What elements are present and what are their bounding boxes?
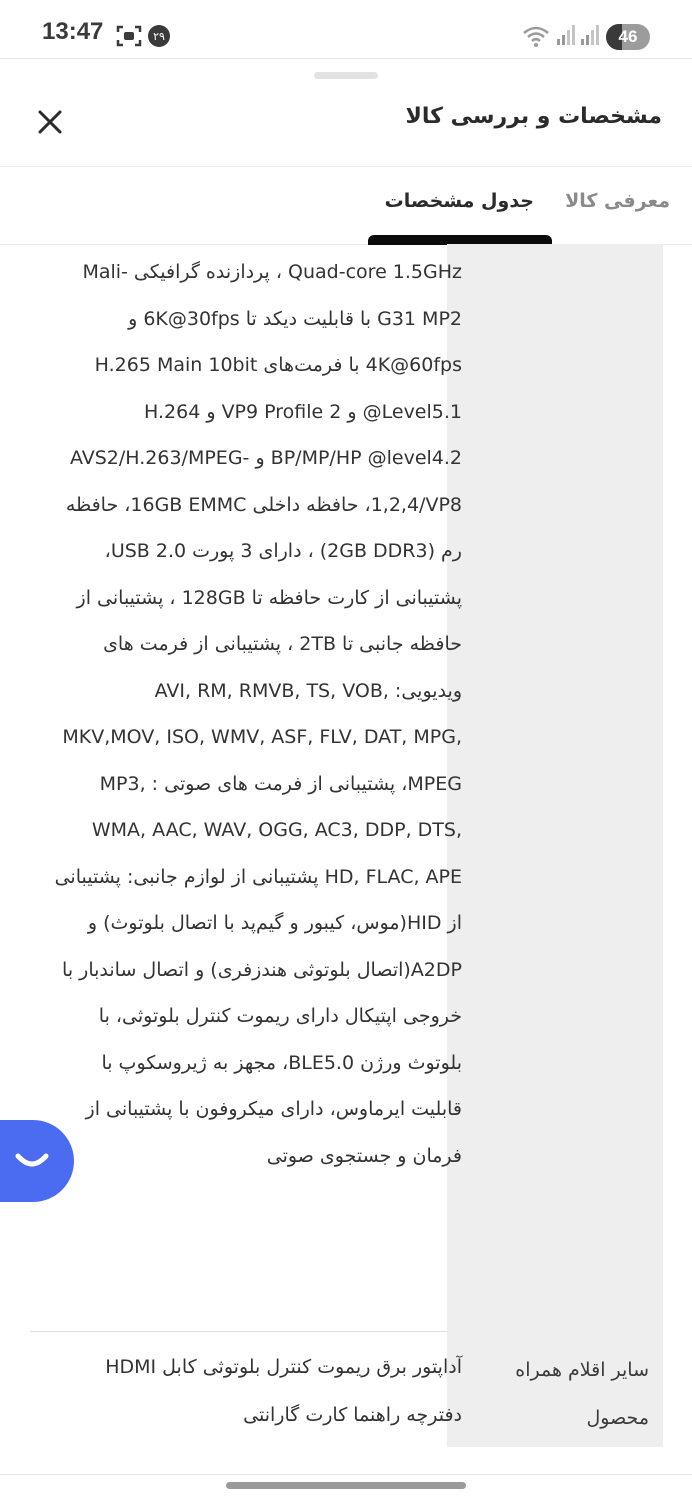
tab-product-intro[interactable]: معرفی کالا bbox=[565, 190, 670, 212]
status-bar bbox=[0, 0, 692, 59]
row-divider bbox=[30, 1331, 447, 1332]
signal-icon bbox=[556, 24, 576, 50]
home-indicator[interactable] bbox=[226, 1482, 466, 1489]
wifi-icon bbox=[522, 24, 550, 52]
battery-icon bbox=[606, 24, 650, 50]
spec-label-included-items: سایر اقلام همراه محصول bbox=[515, 1359, 649, 1429]
battery-level: 46 bbox=[618, 27, 638, 46]
status-time: 13:47 bbox=[42, 18, 104, 45]
close-button[interactable] bbox=[32, 104, 68, 140]
chat-smile-icon bbox=[10, 1146, 54, 1176]
notification-badge: ۲۹ bbox=[148, 25, 170, 47]
spec-value-processor: Quad-core 1.5GHz ، پردازنده گرافیکی Mali-G31 MP2 با قابلیت دیکد تا 6K@30fps و 4K@60fps با فرمت‌های H.265 Main 10bit @Level5.1 و VP9 Profile 2 و H.264 BP/MP/HP @level4.2 و AVS2/H.263/MPEG-1,2,4/VP8، حافظه داخلی 16GB EMMC، حافظه رم (2GB DDR3) ، دارای 3 پورت USB 2.0، پشتیبانی از کارت حافظه تا 128GB ، پشتیبانی از حافظه جانبی تا 2TB ، پشتیبانی از فرمت های ویدیویی: AVI, RM, RMVB, TS, VOB, MKV,MOV, ISO, WMV, ASF, FLV, DAT, MPG, MPEG، پشتیبانی از فرمت های صوتی : MP3, WMA, AAC, WAV, OGG, AC3, DDP, DTS, HD, FLAC, APE پشتیبانی از لوازم جانبی: پشتیبانی از HID(موس، کیبور و گیم‌پد با اتصال بلوتوث) و A2DP(اتصال بلوتوثی هندزفری) و اتصال ساندبار با خروجی اپتیکال دارای ریموت کنترل بلوتوثی، با بلوتوث ورژن BLE5.0، مجهز به ژیروسکوپ با قابلیت ایرماوس، دارای میکروفون با پشتیبانی از فرمان و جستجوی صوتی bbox=[54, 261, 462, 1167]
spec-table bbox=[30, 244, 663, 1447]
close-icon bbox=[37, 109, 63, 135]
screenshot-icon bbox=[116, 24, 142, 52]
page-title: مشخصات و بررسی کالا bbox=[405, 104, 662, 129]
sheet-header bbox=[0, 88, 692, 167]
spec-value-included-items: آداپتور برق ریموت کنترل بلوتوثی کابل HDMI دفترچه راهنما کارت گارانتی bbox=[105, 1356, 462, 1426]
tab-bar bbox=[0, 166, 692, 245]
spec-label-column bbox=[447, 244, 663, 1447]
tab-specifications[interactable]: جدول مشخصات bbox=[384, 190, 534, 212]
signal-icon bbox=[580, 24, 600, 50]
footer-divider bbox=[0, 1474, 692, 1475]
sheet-drag-handle[interactable] bbox=[314, 72, 378, 79]
